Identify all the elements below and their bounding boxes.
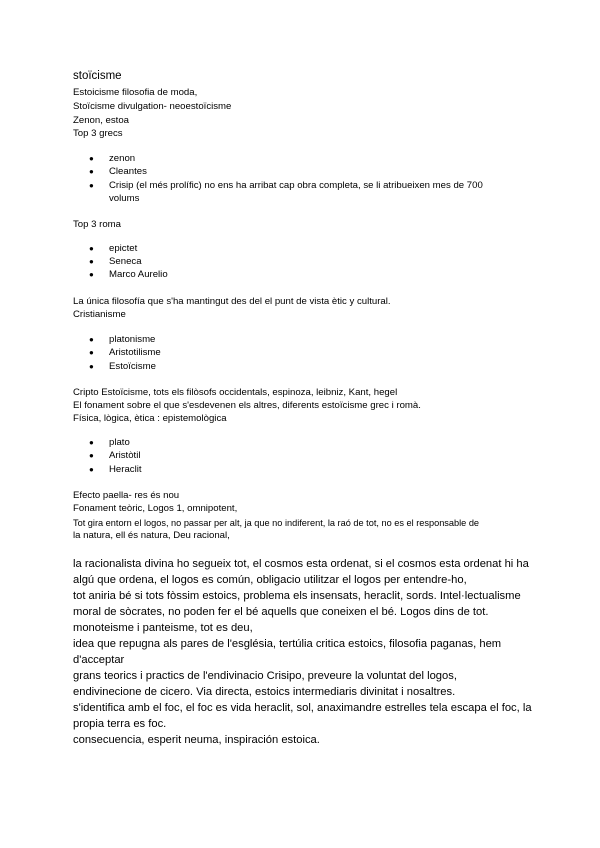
bullet-icon: ● <box>89 154 94 163</box>
bullet-icon: ● <box>89 257 94 266</box>
bullet-icon: ● <box>89 348 94 357</box>
body-line: d'acceptar <box>73 654 125 666</box>
body-line: grans teorics i practics de l'endivinacio Crisipo, preveure la voluntat del logos, <box>73 670 457 682</box>
list-item-continuation: volums <box>109 193 140 204</box>
paragraph-line: Cripto Estoïcisme, tots els filòsofs occidentals, espinoza, leibniz, Kant, hegel <box>73 387 398 398</box>
bullet-icon: ● <box>89 362 94 371</box>
bullet-icon: ● <box>89 335 94 344</box>
list-item: zenon <box>109 153 136 164</box>
bullet-icon: ● <box>89 167 94 176</box>
paragraph-line: Fonament teòric, Logos 1, omnipotent, <box>73 503 238 514</box>
body-line: consecuencia, esperit neuma, inspiración estoica. <box>73 734 320 746</box>
bullet-icon: ● <box>89 181 94 190</box>
body-line: tot aniria bé si tots fòssim estoics, problema els insensats, heraclit, sords. Intel·lectualisme <box>73 590 521 602</box>
paragraph-line: El fonament sobre el que s'esdevenen els altres, diferents estoïcisme grec i romà. <box>73 400 421 411</box>
section-heading: Top 3 roma <box>73 219 121 230</box>
intro-line: Stoïcisme divulgation- neoestoïcisme <box>73 101 232 112</box>
list-item: Estoïcisme <box>109 361 156 372</box>
body-line: moral de sòcrates, no poden fer el bé aquells que coneixen el bé. Logos dins de tot. <box>73 606 489 618</box>
body-line: idea que repugna als pares de l'església, tertúlia critica estoics, filosofia paganas, hem <box>73 638 502 650</box>
list-item: Cleantes <box>109 166 147 177</box>
paragraph-line: Física, lògica, ètica : epistemològica <box>73 413 227 424</box>
body-line: s'identifica amb el foc, el foc es vida heraclit, sol, anaximandre estrelles tela escapa el foc, la <box>73 702 532 714</box>
body-line: endivinecione de cicero. Via directa, estoics intermediaris divinitat i nosaltres. <box>73 686 456 698</box>
list-item: Aristotilisme <box>109 347 161 358</box>
doc-title: stoïcisme <box>73 70 122 82</box>
body-line: propia terra es foc. <box>73 718 167 730</box>
list-item: plato <box>109 437 130 448</box>
list-item: Crisip (el més prolífic) no ens ha arribat cap obra completa, se li atribueixen mes de 700 <box>109 180 483 191</box>
intro-line: Top 3 grecs <box>73 128 123 139</box>
list-item: platonisme <box>109 334 156 345</box>
body-line: monoteisme i panteisme, tot es deu, <box>73 622 253 634</box>
list-item: Seneca <box>109 256 142 267</box>
intro-line: Zenon, estoa <box>73 115 130 126</box>
body-line: la racionalista divina ho segueix tot, el cosmos esta ordenat, si el cosmos esta ordenat hi ha <box>73 558 529 570</box>
body-line: algú que ordena, el logos es común, obligacio utilitzar el logos per entendre-ho, <box>73 574 467 586</box>
bullet-icon: ● <box>89 451 94 460</box>
bullet-icon: ● <box>89 270 94 279</box>
list-item: epictet <box>109 243 138 254</box>
intro-line: Estoicisme filosofia de moda, <box>73 87 198 98</box>
list-item: Marco Aurelio <box>109 269 168 280</box>
paragraph-line: La única filosofía que s'ha mantingut des del el punt de vista ètic y cultural. <box>73 296 391 307</box>
paragraph-line: la natura, ell és natura, Deu racional, <box>73 530 230 541</box>
list-item: Heraclit <box>109 464 142 475</box>
paragraph-line: Efecto paella- res és nou <box>73 490 180 501</box>
list-item: Aristòtil <box>109 450 141 461</box>
paragraph-line: Tot gira entorn el logos, no passar per alt, ja que no indiferent, la raó de tot, no es el responsable de <box>73 518 480 528</box>
bullet-icon: ● <box>89 438 94 447</box>
paragraph-line: Cristianisme <box>73 309 126 320</box>
bullet-icon: ● <box>89 244 94 253</box>
bullet-icon: ● <box>89 465 94 474</box>
